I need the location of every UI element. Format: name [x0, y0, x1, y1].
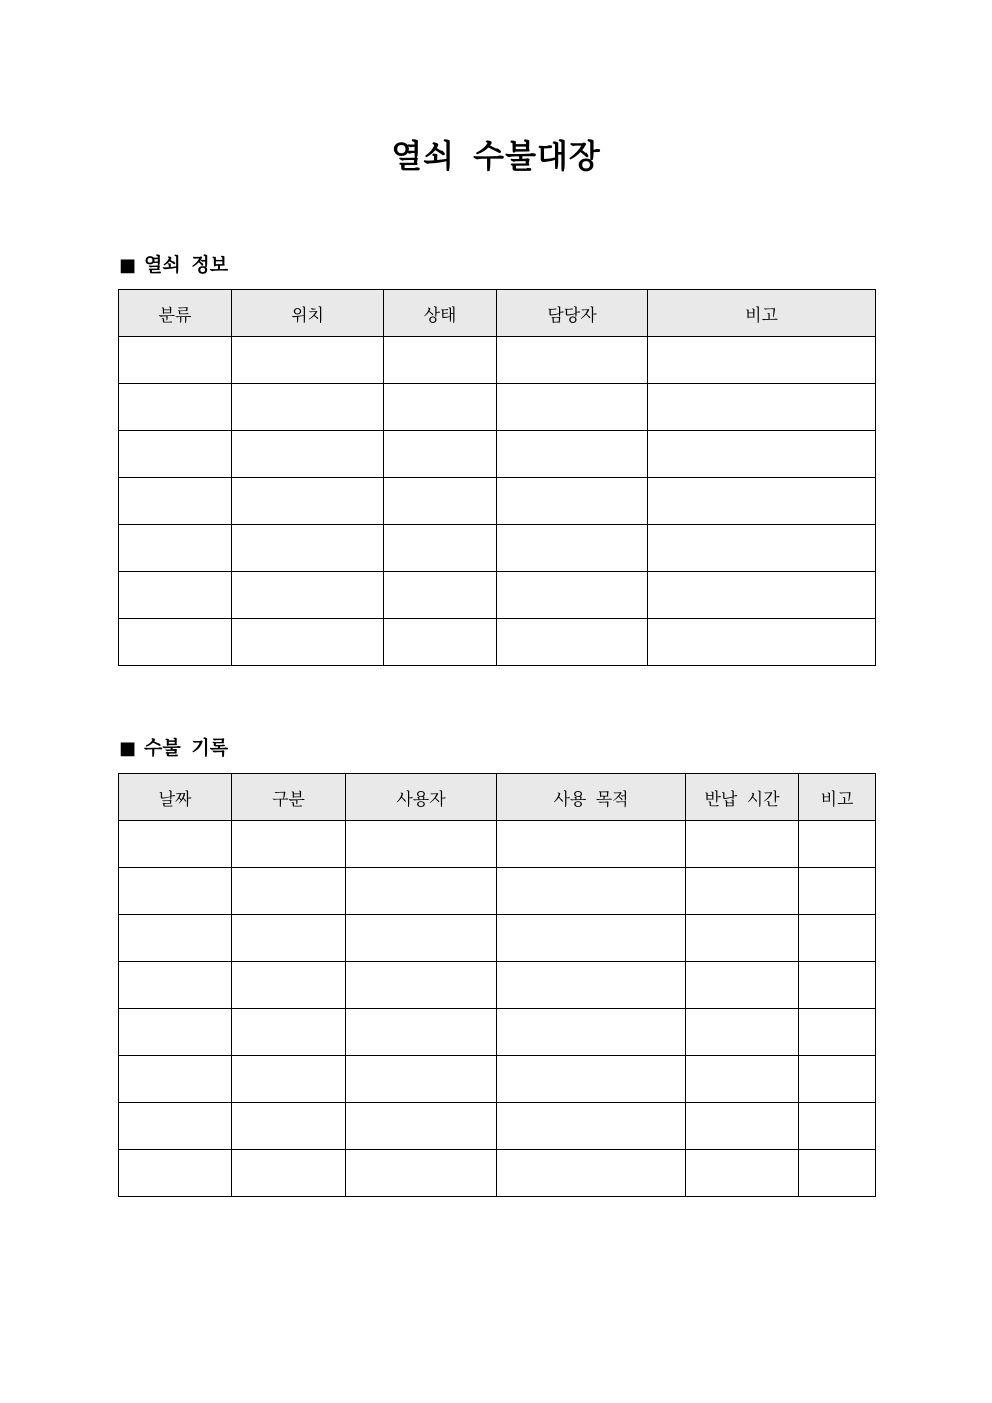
table-row — [119, 525, 876, 572]
key-info-cell — [497, 478, 648, 525]
ledger-cell — [686, 1150, 799, 1197]
key-info-cell — [119, 572, 232, 619]
table-row — [119, 619, 876, 666]
ledger-cell — [799, 1103, 876, 1150]
ledger-cell — [686, 1056, 799, 1103]
table-row — [119, 337, 876, 384]
key-info-cell — [648, 525, 876, 572]
key-info-cell — [232, 431, 384, 478]
key-info-cell — [119, 478, 232, 525]
ledger-cell — [232, 868, 346, 915]
key-info-cell — [648, 337, 876, 384]
ledger-cell — [497, 821, 686, 868]
key-info-cell — [497, 525, 648, 572]
table-row — [119, 384, 876, 431]
key-info-cell — [384, 337, 497, 384]
ledger-cell — [799, 962, 876, 1009]
ledger-cell — [799, 1150, 876, 1197]
ledger-cell — [346, 962, 497, 1009]
key-info-cell — [648, 478, 876, 525]
key-info-table-body — [119, 337, 876, 666]
table-row — [119, 431, 876, 478]
key-info-cell — [497, 337, 648, 384]
table-header-row — [119, 774, 876, 821]
ledger-table-body — [119, 821, 876, 1197]
ledger-heading-label: 수불 기록 — [144, 737, 229, 759]
column-header-category: 분류 — [119, 290, 232, 337]
column-header-remarks: 비고 — [799, 774, 876, 821]
ledger-cell — [232, 1103, 346, 1150]
ledger-cell — [686, 868, 799, 915]
ledger-cell — [119, 1103, 232, 1150]
ledger-cell — [497, 1056, 686, 1103]
ledger-cell — [119, 962, 232, 1009]
key-info-cell — [232, 525, 384, 572]
ledger-cell — [346, 1103, 497, 1150]
ledger-cell — [346, 1150, 497, 1197]
key-info-cell — [497, 572, 648, 619]
key-info-cell — [648, 384, 876, 431]
key-info-cell — [384, 384, 497, 431]
key-info-cell — [384, 525, 497, 572]
key-info-cell — [232, 572, 384, 619]
key-info-cell — [232, 619, 384, 666]
table-row — [119, 572, 876, 619]
key-info-heading — [119, 253, 228, 278]
ledger-cell — [346, 821, 497, 868]
key-info-cell — [119, 525, 232, 572]
ledger-cell — [232, 1150, 346, 1197]
column-header-type: 구분 — [232, 774, 346, 821]
ledger-cell — [232, 1056, 346, 1103]
key-info-cell — [497, 619, 648, 666]
ledger-cell — [799, 868, 876, 915]
ledger-cell — [799, 1056, 876, 1103]
ledger-table — [118, 773, 876, 1197]
key-info-cell — [384, 572, 497, 619]
ledger-cell — [346, 868, 497, 915]
ledger-cell — [119, 1056, 232, 1103]
ledger-heading — [119, 736, 228, 761]
ledger-cell — [232, 821, 346, 868]
table-row — [119, 962, 876, 1009]
table-row — [119, 1056, 876, 1103]
key-info-cell — [648, 572, 876, 619]
key-info-table — [118, 289, 876, 666]
key-info-cell — [232, 478, 384, 525]
ledger-cell — [799, 915, 876, 962]
ledger-cell — [497, 1150, 686, 1197]
ledger-cell — [686, 1009, 799, 1056]
column-header-return-time: 반납 시간 — [686, 774, 799, 821]
ledger-cell — [119, 868, 232, 915]
ledger-cell — [686, 915, 799, 962]
ledger-cell — [686, 962, 799, 1009]
ledger-cell — [686, 1103, 799, 1150]
square-bullet-icon: ■ — [119, 738, 137, 759]
column-header-user: 사용자 — [346, 774, 497, 821]
key-info-heading-label: 열쇠 정보 — [144, 254, 229, 276]
ledger-cell — [346, 1056, 497, 1103]
ledger-cell — [799, 821, 876, 868]
key-info-cell — [384, 619, 497, 666]
table-row — [119, 868, 876, 915]
ledger-cell — [119, 915, 232, 962]
square-bullet-icon: ■ — [119, 255, 137, 276]
column-header-status: 상태 — [384, 290, 497, 337]
column-header-purpose: 사용 목적 — [497, 774, 686, 821]
ledger-cell — [346, 915, 497, 962]
ledger-cell — [232, 915, 346, 962]
table-header-row — [119, 290, 876, 337]
key-info-cell — [648, 431, 876, 478]
key-info-cell — [648, 619, 876, 666]
ledger-cell — [799, 1009, 876, 1056]
table-row — [119, 821, 876, 868]
ledger-cell — [497, 1009, 686, 1056]
column-header-remarks: 비고 — [648, 290, 876, 337]
ledger-cell — [686, 821, 799, 868]
ledger-cell — [232, 1009, 346, 1056]
ledger-cell — [119, 1150, 232, 1197]
ledger-cell — [497, 915, 686, 962]
table-row — [119, 1009, 876, 1056]
ledger-cell — [497, 868, 686, 915]
column-header-location: 위치 — [232, 290, 384, 337]
table-row — [119, 1103, 876, 1150]
page-title: 열쇠 수불대장 — [391, 137, 601, 175]
key-info-cell — [232, 337, 384, 384]
key-info-cell — [119, 431, 232, 478]
key-info-cell — [119, 384, 232, 431]
column-header-manager: 담당자 — [497, 290, 648, 337]
key-info-cell — [119, 337, 232, 384]
column-header-date: 날짜 — [119, 774, 232, 821]
key-info-cell — [384, 478, 497, 525]
table-row — [119, 478, 876, 525]
ledger-cell — [119, 1009, 232, 1056]
ledger-cell — [119, 821, 232, 868]
key-info-cell — [384, 431, 497, 478]
table-row — [119, 915, 876, 962]
ledger-cell — [497, 962, 686, 1009]
table-row — [119, 1150, 876, 1197]
key-info-cell — [119, 619, 232, 666]
key-info-cell — [232, 384, 384, 431]
ledger-cell — [497, 1103, 686, 1150]
key-info-cell — [497, 431, 648, 478]
ledger-cell — [232, 962, 346, 1009]
ledger-cell — [346, 1009, 497, 1056]
key-info-cell — [497, 384, 648, 431]
